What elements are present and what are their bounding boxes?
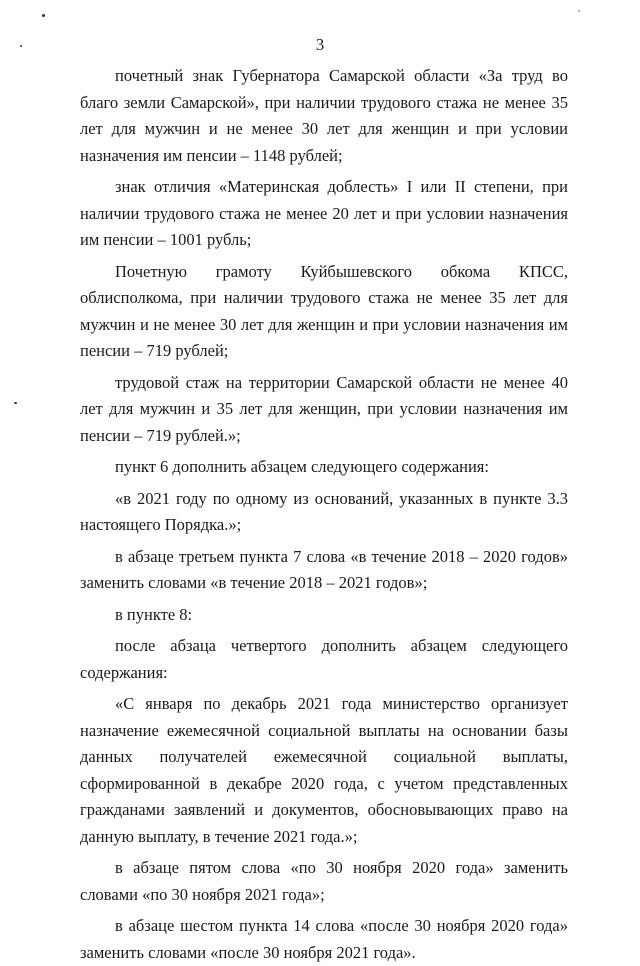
scan-speck	[578, 10, 580, 12]
paragraph: в абзаце пятом слова «по 30 ноября 2020 года» заменить словами «по 30 ноября 2021 года»;	[80, 858, 568, 904]
paragraph: трудовой стаж на территории Самарской области не менее 40 лет для мужчин и 35 лет для женщин, при условии назначения им пенсии – 719 рублей.»;	[80, 372, 568, 445]
paragraph: почетный знак Губернатора Самарской области «За труд во благо земли Самарской», при наличии трудового стажа не менее 35 лет для мужчин и не менее 30 лет для женщин и при условии назначения им пенсии – 1148 рублей;	[80, 66, 568, 165]
paragraph: «С января по декабрь 2021 года министерство организует назначение ежемесячной социальной выплаты на основании базы данных получателей ежемесячной социальной выплаты, сформированной в декабре 2020 года, с учетом представленных гражданами заявлений и документов, обосновывающих право на данную выплату, в течение 2021 года.»;	[80, 694, 568, 846]
paragraph: в абзаце третьем пункта 7 слова «в течение 2018 – 2020 годов» заменить словами «в течение 2018 – 2021 годов»;	[80, 546, 568, 592]
paragraph: Почетную грамоту Куйбышевского обкома КПСС, облисполкома, при наличии трудового стажа не менее 35 лет для мужчин и не менее 30 лет для женщин и при условии назначения им пенсии – 719 рублей;	[80, 261, 568, 360]
paragraph: знак отличия «Материнская доблесть» I или II степени, при наличии трудового стажа не менее 20 лет и при условии назначения им пенсии – 1001 рубль;	[80, 177, 568, 249]
paragraph: пункт 6 дополнить абзацем следующего содержания:	[115, 457, 489, 476]
scan-speck	[14, 402, 17, 404]
paragraph: в пункте 8:	[115, 604, 193, 624]
paragraph: в абзаце шестом пункта 14 слова «после 30 ноября 2020 года» заменить словами «после 30 ноября 2021 года».	[80, 916, 568, 962]
scan-speck	[42, 14, 45, 17]
page-number: 3	[315, 35, 325, 54]
scan-speck	[20, 45, 22, 47]
paragraph: «в 2021 году по одному из оснований, указанных в пункте 3.3 настоящего Порядка.»;	[80, 488, 568, 534]
paragraph: после абзаца четвертого дополнить абзацем следующего содержания:	[80, 636, 568, 682]
document-body	[80, 63, 568, 966]
